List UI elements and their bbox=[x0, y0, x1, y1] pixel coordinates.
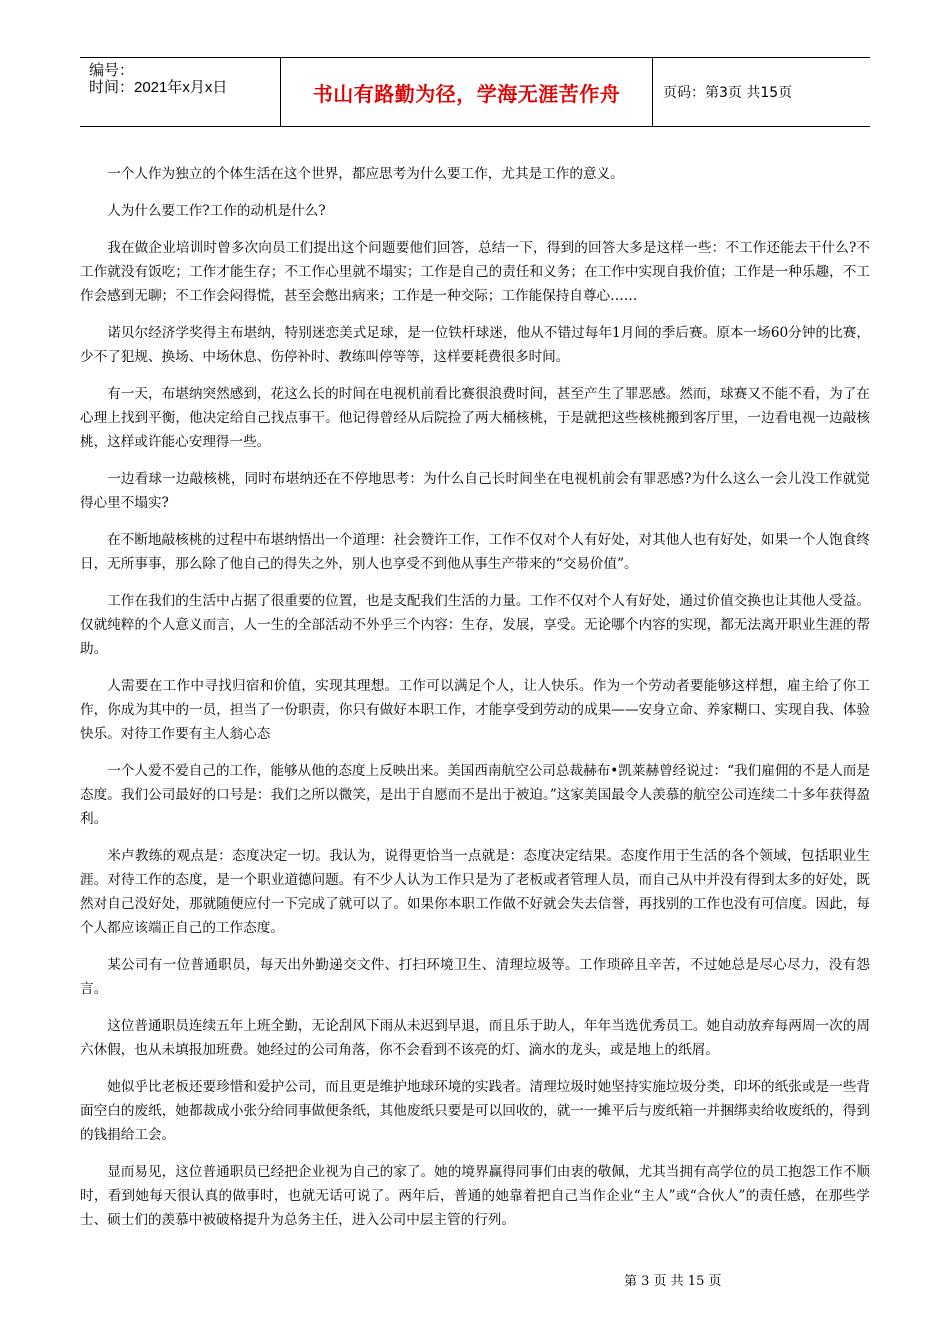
paragraph: 人需要在工作中寻找归宿和价值，实现其理想。工作可以满足个人，让人快乐。作为一个劳动者要能够这样想，雇主给了你工作，你成为其中的一员，担当了一份职责，你只有做好本职工作，才能享受到劳动的成果——安身立命、养家糊口、实现自我、体验快乐。对待工作要有主人翁心态 bbox=[80, 678, 870, 742]
page-header bbox=[80, 57, 870, 127]
paragraph: 一边看球一边敲核桃，同时布堪纳还在不停地思考：为什么自己长时间坐在电视机前会有罪恶感?为什么这么一会儿没工作就觉得心里不塌实? bbox=[80, 471, 870, 511]
paragraph: 显而易见，这位普通职员已经把企业视为自己的家了。她的境界赢得同事们由衷的敬佩，尤其当拥有高学位的员工抱怨工作不顺时，看到她每天很认真的做事时，也就无话可说了。两年后，普通的她靠着把自己当作企业“主人”或“合伙人”的责任感，在那些学士、硕士们的羡慕中被破格提升为总务主任，进入公司中层主管的行列。 bbox=[80, 1164, 870, 1228]
header-page-code: 页码：第3页 共15页 bbox=[663, 85, 793, 101]
document-number-label: 编号： bbox=[89, 62, 135, 79]
paragraph: 人为什么要工作?工作的动机是什么? bbox=[107, 203, 326, 219]
page-footer: 第 3 页 共 15 页 bbox=[624, 1274, 722, 1289]
header-motto: 书山有路勤为径，学海无涯苦作舟 bbox=[281, 58, 653, 126]
paragraph: 某公司有一位普通职员，每天出外勤递交文件、打扫环境卫生、清理垃圾等。工作琐碎且辛苦，不过她总是尽心尽力，没有怨言。 bbox=[80, 957, 870, 997]
paragraph: 一个人作为独立的个体生活在这个世界，都应思考为什么要工作，尤其是工作的意义。 bbox=[107, 166, 624, 182]
paragraph: 她似乎比老板还要珍惜和爱护公司，而且更是维护地球环境的实践者。清理垃圾时她坚持实施垃圾分类，印坏的纸张或是一些背面空白的废纸，她都裁成小张分给同事做便条纸，其他废纸只要是可以回收的，就一一摊平后与废纸箱一并捆绑卖给收废纸的，得到的钱捐给工会。 bbox=[80, 1079, 870, 1143]
document-body bbox=[80, 162, 870, 1245]
paragraph: 这位普通职员连续五年上班全勤，无论刮风下雨从未迟到早退，而且乐于助人，年年当选优秀员工。她自动放弃每两周一次的周六休假，也从未填报加班费。她经过的公司角落，你不会看到不该亮的灯、滴水的龙头，或是地上的纸屑。 bbox=[80, 1018, 870, 1058]
paragraph: 诺贝尔经济学奖得主布堪纳，特别迷恋美式足球，是一位铁杆球迷，他从不错过每年1月间的季后赛。原本一场60分钟的比赛，少不了犯规、换场、中场休息、伤停补时、教练叫停等等，这样要耗费很多时间。 bbox=[80, 325, 870, 365]
paragraph: 我在做企业培训时曾多次向员工们提出这个问题要他们回答，总结一下，得到的回答大多是这样一些：不工作还能去干什么?不工作就没有饭吃；工作才能生存；不工作心里就不塌实；工作是自己的责任和义务；在工作中实现自我价值；工作是一种乐趣，不工作会感到无聊；不工作会闷得慌，甚至会憋出病来；工作是一种交际；工作能保持自尊心…… bbox=[80, 240, 870, 304]
document-time-label: 时间：2021年x月x日 bbox=[89, 79, 228, 96]
paragraph: 工作在我们的生活中占据了很重要的位置，也是支配我们生活的力量。工作不仅对个人有好处，通过价值交换也让其他人受益。仅就纯粹的个人意义而言，人一生的全部活动不外乎三个内容：生存，发展，享受。无论哪个内容的实现，都无法离开职业生涯的帮助。 bbox=[80, 593, 870, 657]
paragraph: 有一天，布堪纳突然感到，花这么长的时间在电视机前看比赛很浪费时间，甚至产生了罪恶感。然而，球赛又不能不看，为了在心理上找到平衡，他决定给自己找点事干。他记得曾经从后院捡了两大桶核桃，于是就把这些核桃搬到客厅里，一边看电视一边敲核桃，这样或许能心安理得一些。 bbox=[80, 386, 870, 450]
paragraph: 米卢教练的观点是：态度决定一切。我认为，说得更恰当一点就是：态度决定结果。态度作用于生活的各个领域，包括职业生涯。对待工作的态度，是一个职业道德问题。有不少人认为工作只是为了老板或者管理人员，而自己从中并没有得到太多的好处，既然对自己没好处，那就随便应付一下完成了就可以了。如果你本职工作做不好就会失去信誉，再找别的工作也没有可信度。因此，每个人都应该端正自己的工作态度。 bbox=[80, 848, 870, 936]
header-meta bbox=[80, 58, 281, 126]
paragraph: 一个人爱不爱自己的工作，能够从他的态度上反映出来。美国西南航空公司总裁赫布•凯莱赫曾经说过：“我们雇佣的不是人而是态度。我们公司最好的口号是：我们之所以微笑，是出于自愿而不是出于被迫。”这家美国最令人羡慕的航空公司连续二十多年获得盈利。 bbox=[80, 763, 870, 827]
paragraph: 在不断地敲核桃的过程中布堪纳悟出一个道理：社会赞许工作，工作不仅对个人有好处，对其他人也有好处，如果一个人饱食终日，无所事事，那么除了他自己的得失之外，别人也享受不到他从事生产带来的“交易价值”。 bbox=[80, 532, 870, 572]
